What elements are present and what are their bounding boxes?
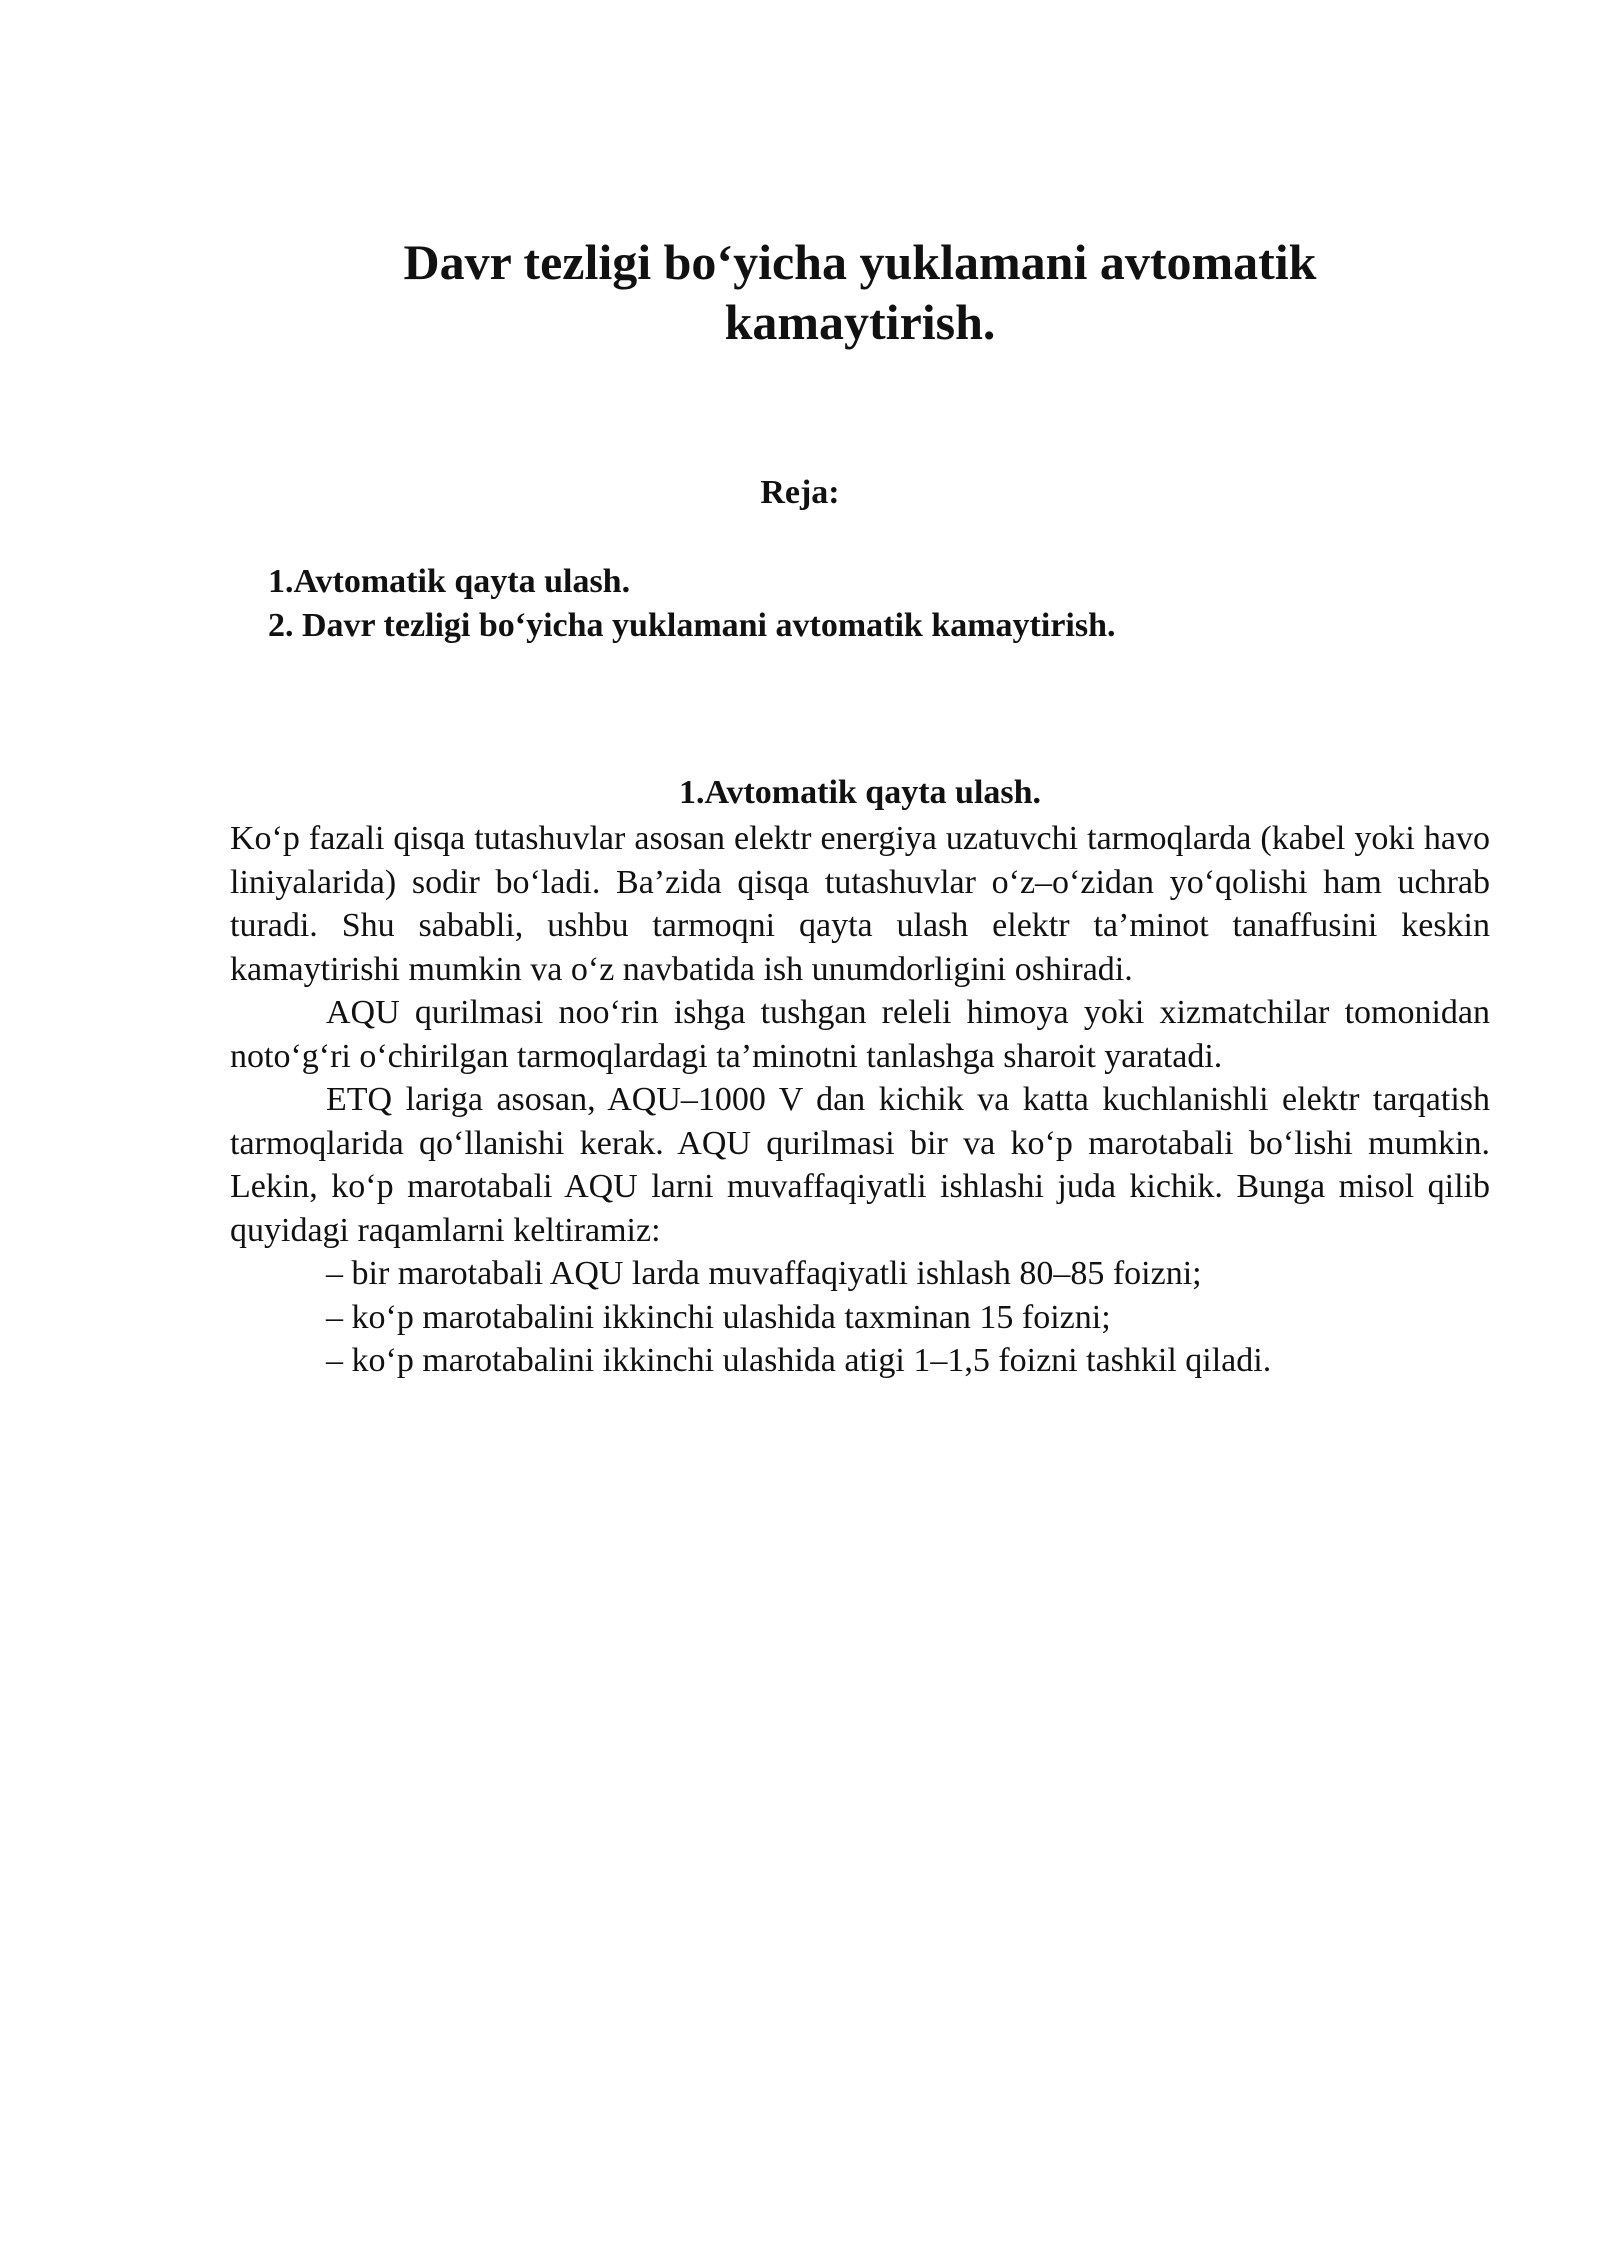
plan-item-2: 2. Davr tezligi bo‘yicha yuklamani avtomatik kamaytirish. — [268, 607, 1116, 644]
list-item-1: – bir marotabali AQU larda muvaffaqiyatli ishlash 80–85 foizni; — [326, 1255, 1202, 1292]
plan-list — [268, 560, 1368, 648]
list-item-2: – ko‘p marotabalini ikkinchi ulashida taxminan 15 foizni; — [326, 1298, 1111, 1336]
list-item-3: – ko‘p marotabalini ikkinchi ulashida atigi 1–1,5 foizni tashkil qiladi. — [326, 1342, 1272, 1379]
paragraph-2: AQU qurilmasi noo‘rin ishga tushgan releli himoya yoki xizmatchilar tomonidan noto‘g‘ri o‘chirilgan tarmoqlardagi ta’minotni tanlashga sharoit yaratadi. — [230, 994, 1490, 1075]
section-heading: 1.Avtomatik qayta ulash. — [678, 774, 1042, 811]
document-title: Davr tezligi bo‘yicha yuklamani avtomatik kamaytirish. — [403, 234, 1317, 350]
section-body — [230, 817, 1490, 1383]
paragraph-1: Ko‘p fazali qisqa tutashuvlar asosan elektr energiya uzatuvchi tarmoqlarda (kabel yoki havo liniyalarida) sodir bo‘ladi. Ba’zida qisqa tutashuvlar o‘z–o‘zidan yo‘qolishi ham uchrab turadi. Shu sababli, ushbu tarmoqni qayta ulash elektr ta’minot tanaffusini keskin kamaytirishi mumkin va o‘z navbatida ish unumdorligini oshiradi. — [230, 820, 1490, 988]
plan-heading: Reja: — [760, 474, 840, 511]
plan-item-1: 1.Avtomatik qayta ulash. — [268, 563, 631, 600]
paragraph-3: ETQ lariga asosan, AQU–1000 V dan kichik va katta kuchlanishli elektr tarqatish tarmoqlarida qo‘llanishi kerak. AQU qurilmasi bir va ko‘p marotabali bo‘lishi mumkin. Lekin, ko‘p marotabali AQU larni muvaffaqiyatli ishlashi juda kichik. Bunga misol qilib quyidagi raqamlarni keltiramiz: — [230, 1081, 1490, 1249]
